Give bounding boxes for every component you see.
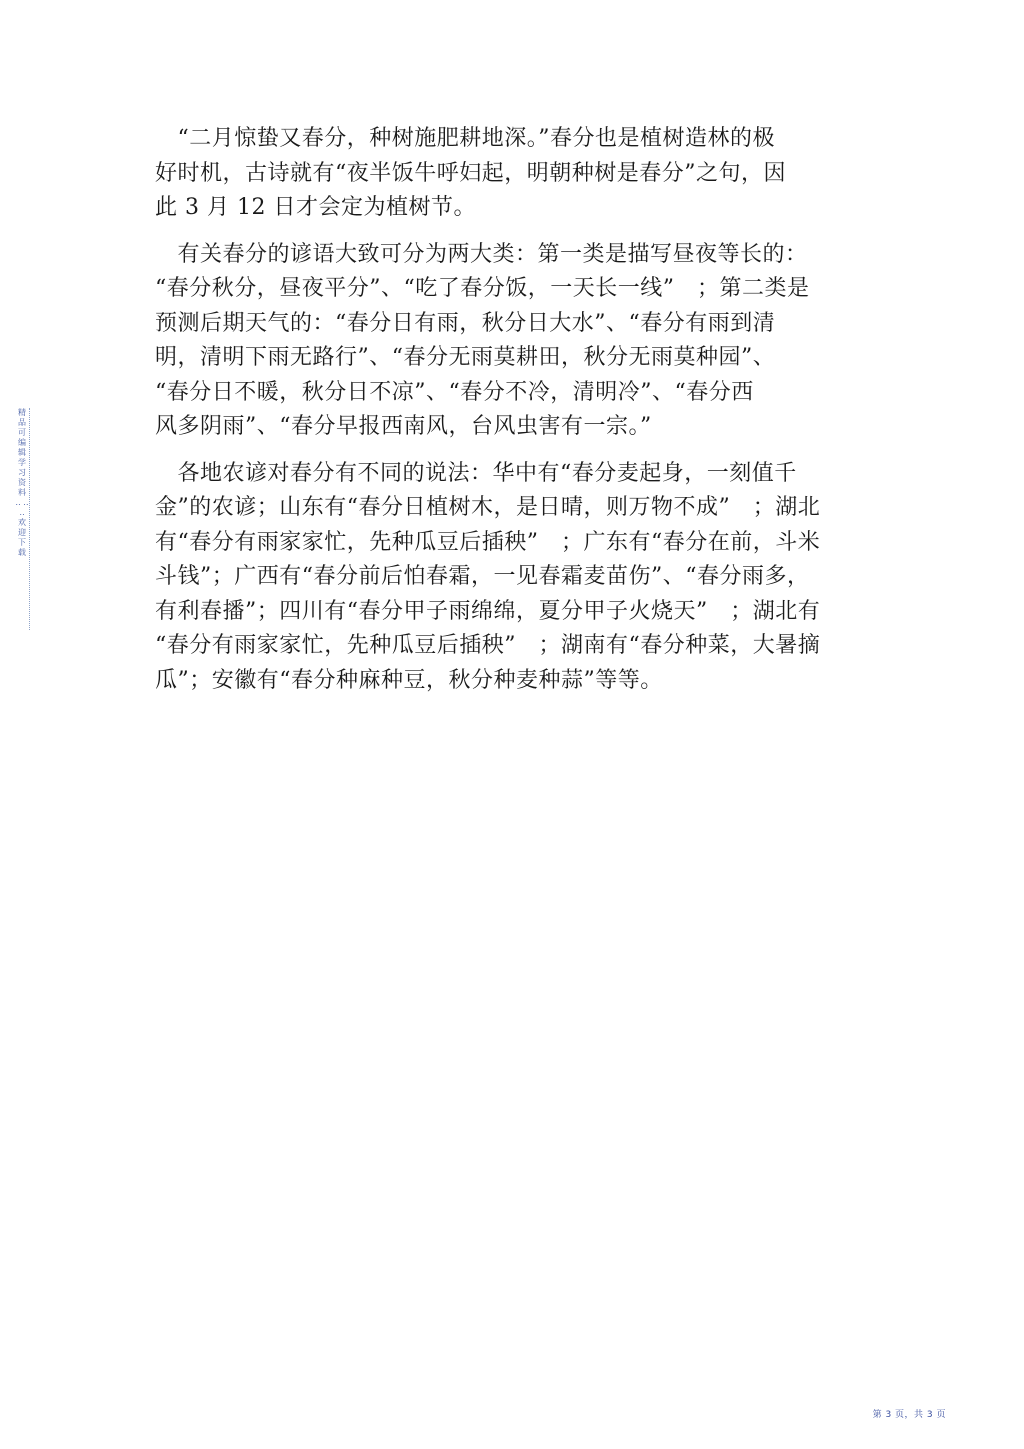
page-number-footer: 第 3 页，共 3 页: [872, 1410, 946, 1420]
text-line: “春分有雨家家忙，先种瓜豆后插秧” ；湖南有“春分种菜，大暑摘: [155, 633, 821, 658]
document-body: [155, 122, 860, 710]
paragraph-2: [155, 238, 860, 445]
text-line: 各地农谚对春分有不同的说法：华中有“春分麦起身，一刻值千: [155, 460, 797, 486]
paragraph-1: [155, 122, 860, 226]
text-line: 有“春分有雨家家忙，先种瓜豆后插秧” ；广东有“春分在前，斗米: [155, 529, 821, 555]
text-line: 斗钱”；广西有“春分前后怕春霜，一见春霜麦苗伤”、“春分雨多，: [155, 564, 810, 589]
text-line: 有关春分的谚语大致可分为两大类：第一类是描写昼夜等长的：: [155, 241, 808, 267]
text-line: 有利春播”；四川有“春分甲子雨绵绵，夏分甲子火烧天” ；湖北有: [155, 598, 821, 624]
text-line: 预测后期天气的：“春分日有雨，秋分日大水”、“春分有雨到清: [155, 310, 776, 336]
text-line: 明，清明下雨无路行”、“春分无雨莫耕田，秋分无雨莫种园”、: [155, 345, 776, 370]
text-line: 此 3 月 12 日才会定为植树节。: [155, 195, 476, 220]
text-line: “二月惊蛰又春分，种树施肥耕地深。”春分也是植树造林的极: [155, 126, 775, 151]
paragraph-3: [155, 457, 860, 699]
text-line: 好时机，古诗就有“夜半饭牛呼妇起，明朝种树是春分”之句，因: [155, 160, 786, 186]
text-line: 瓜”；安徽有“春分种麻种豆，秋分种麦种蒜”等等。: [155, 667, 663, 693]
text-line: “春分日不暖，秋分日不凉”、“春分不冷，清明冷”、“春分西: [155, 379, 754, 405]
text-line: 风多阴雨”、“春分早报西南风，台风虫害有一宗。”: [155, 414, 652, 439]
text-line: 金”的农谚；山东有“春分日植树木，是日晴，则万物不成” ；湖北: [155, 495, 821, 520]
side-watermark-text: 精品可编辑学习资料 ‥ ‥ ‥ 欢迎下载: [15, 408, 29, 557]
text-line: “春分秋分，昼夜平分”、“吃了春分饭，一天长一线” ；第二类是: [155, 276, 810, 301]
